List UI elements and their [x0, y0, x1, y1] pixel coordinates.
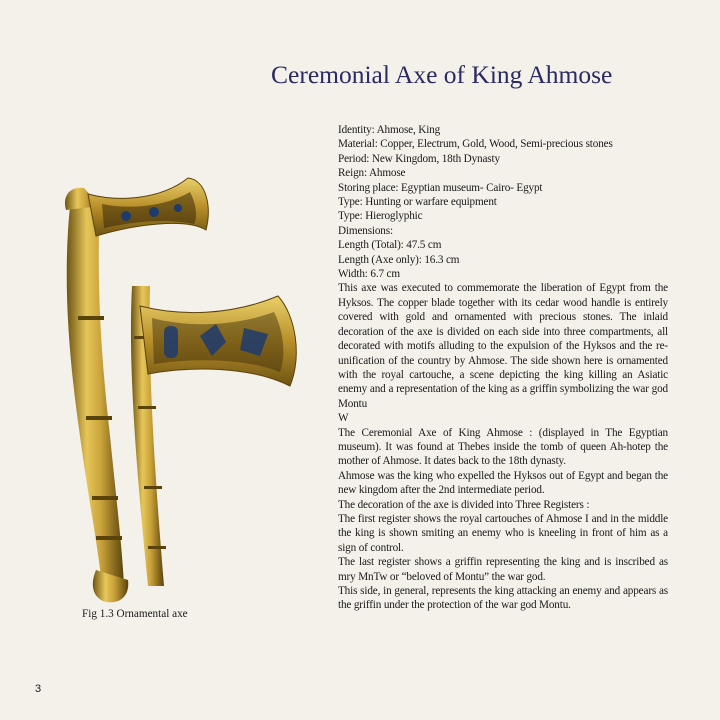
description-paragraph: This axe was executed to commemorate the liberation of Egypt from the Hyksos. The copper blade together with its cedar wood handle is entirely covered with gold and ornamented with precious stones. The inlaid decoration of the axe is divided on each side into three compartments, all decorated with motifs alluding to the expulsion of the Hyksos and the re-unification of the country by Ahmose. The side shown here is ornamented with the royal cartouche, a scene depicting the king killing an Asiatic enemy and a representation of the king as a griffin symbolizing the war god Montu [338, 282, 668, 410]
detail-storing-place: Storing place: Egyptian museum- Cairo- Egypt [338, 181, 543, 194]
detail-dimensions: Dimensions: [338, 224, 393, 237]
detail-length-axe: Length (Axe only): 16.3 cm [338, 253, 460, 266]
detail-width: Width: 6.7 cm [338, 268, 400, 281]
detail-material: Material: Copper, Electrum, Gold, Wood, Semi-precious stones [338, 138, 613, 151]
page-title: Ceremonial Axe of King Ahmose [271, 60, 613, 89]
stray-letter: W [338, 412, 349, 425]
right-axe [131, 286, 296, 586]
detail-reign: Reign: Ahmose [338, 167, 406, 180]
ornamental-axe-illustration [40, 166, 310, 606]
detail-length-total: Length (Total): 47.5 cm [338, 239, 442, 252]
detail-type-hieroglyphic: Type: Hieroglyphic [338, 210, 423, 223]
description-paragraph: The Ceremonial Axe of King Ahmose : (displayed in The Egyptian museum). It was found at Thebes inside the tomb of queen Ah-hotep the mother of Ahmose. It dates back to the 18th dynasty. [338, 426, 668, 468]
description-paragraph: This side, in general, represents the king attacking an enemy and appears as the griffin under the protection of the war god Montu. [338, 585, 668, 612]
description-paragraph: Ahmose was the king who expelled the Hyksos out of Egypt and began the new kingdom after the 2nd intermediate period. [338, 469, 668, 497]
detail-type-equipment: Type: Hunting or warfare equipment [338, 196, 497, 209]
figure-caption: Fig 1.3 Ornamental axe [82, 608, 188, 620]
artifact-info [338, 123, 668, 613]
description-paragraph: The first register shows the royal cartouches of Ahmose I and in the middle the king is shown smiting an enemy who is kneeling in front of him as a sign of control. [338, 512, 668, 554]
detail-period: Period: New Kingdom, 18th Dynasty [338, 152, 500, 165]
detail-identity: Identity: Ahmose, King [338, 124, 441, 136]
description-paragraph: The decoration of the axe is divided into Three Registers : [338, 498, 590, 511]
page-number: 3 [35, 683, 42, 695]
axe-figure [40, 166, 310, 606]
description-paragraph: The last register shows a griffin representing the king and is inscribed as mry MnTw or “beloved of Montu” the war god. [338, 556, 668, 583]
